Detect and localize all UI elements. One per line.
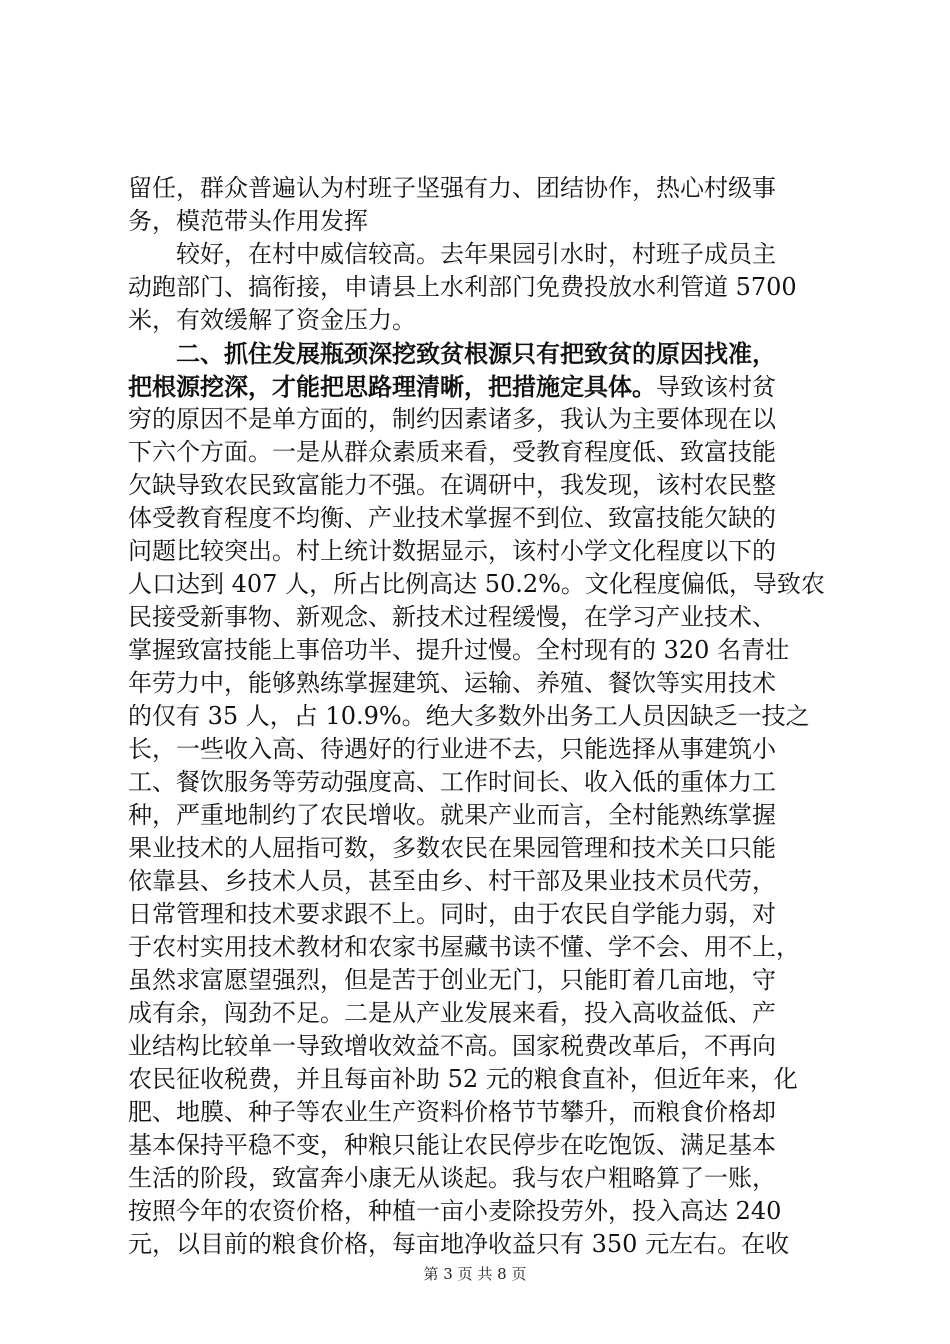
text-line: 种，严重地制约了农民增收。就果产业而言，全村能熟练掌握 [128,801,776,829]
text-line: 动跑部门、搞衔接，申请县上水利部门免费投放水利管道 5700 [128,273,797,301]
text-line: 肥、地膜、种子等农业生产资料价格节节攀升，而粮食价格却 [128,1098,776,1126]
text-line: 日常管理和技术要求跟不上。同时，由于农民自学能力弱，对 [128,900,776,928]
text-line: 人口达到 407 人，所占比例高达 50.2%。文化程度偏低，导致农 [128,570,825,598]
text-line-mixed [128,370,834,403]
text-line: 下六个方面。一是从群众素质来看，受教育程度低、致富技能 [128,438,776,466]
text-line: 依靠县、乡技术人员，甚至由乡、村干部及果业技术员代劳， [128,867,776,895]
text-line: 穷的原因不是单方面的，制约因素诸多，我认为主要体现在以 [128,405,776,433]
document-body [128,172,834,1261]
text-span: 导致该村贫 [656,373,776,401]
text-line: 基本保持平稳不变，种粮只能让农民停步在吃饱饭、满足基本 [128,1131,776,1159]
section-heading-continuation: 把根源挖深，才能把思路理清晰，把措施定具体。 [128,372,656,401]
page-footer [0,1264,950,1284]
text-line: 农民征收税费，并且每亩补助 52 元的粮食直补，但近年来，化 [128,1065,798,1093]
page-number-label: 第 3 页 共 8 页 [423,1265,527,1283]
text-line: 生活的阶段，致富奔小康无从谈起。我与农户粗略算了一账， [128,1164,776,1192]
text-line: 留任，群众普遍认为村班子坚强有力、团结协作，热心村级事 [128,174,776,202]
text-line: 果业技术的人屈指可数，多数农民在果园管理和技术关口只能 [128,834,776,862]
text-line: 业结构比较单一导致增收效益不高。国家税费改革后，不再向 [128,1032,776,1060]
text-line: 体受教育程度不均衡、产业技术掌握不到位、致富技能欠缺的 [128,504,776,532]
text-line: 米，有效缓解了资金压力。 [128,306,416,334]
text-line: 掌握致富技能上事倍功半、提升过慢。全村现有的 320 名青壮 [128,636,790,664]
text-line: 较好，在村中威信较高。去年果园引水时，村班子成员主 [128,240,776,268]
text-line: 成有余，闯劲不足。二是从产业发展来看，投入高收益低、产 [128,999,776,1027]
text-line: 于农村实用技术教材和农家书屋藏书读不懂、学不会、用不上， [128,933,800,961]
text-line: 工、餐饮服务等劳动强度高、工作时间长、收入低的重体力工 [128,768,776,796]
text-line: 虽然求富愿望强烈，但是苦于创业无门，只能盯着几亩地，守 [128,966,776,994]
text-line: 元，以目前的粮食价格，每亩地净收益只有 350 元左右。在收 [128,1230,790,1258]
text-line: 长，一些收入高、待遇好的行业进不去，只能选择从事建筑小 [128,735,776,763]
text-line: 欠缺导致农民致富能力不强。在调研中，我发现，该村农民整 [128,471,776,499]
text-line: 问题比较突出。村上统计数据显示，该村小学文化程度以下的 [128,537,776,565]
text-line: 按照今年的农资价格，种植一亩小麦除投劳外，投入高达 240 [128,1197,782,1225]
section-heading-line: 二、抓住发展瓶颈深挖致贫根源只有把致贫的原因找准， [128,339,776,368]
text-line: 务，模范带头作用发挥 [128,207,368,235]
text-line: 年劳力中，能够熟练掌握建筑、运输、养殖、餐饮等实用技术 [128,669,776,697]
text-line: 的仅有 35 人，占 10.9%。绝大多数外出务工人员因缺乏一技之 [128,702,810,730]
text-line: 民接受新事物、新观念、新技术过程缓慢，在学习产业技术、 [128,603,776,631]
